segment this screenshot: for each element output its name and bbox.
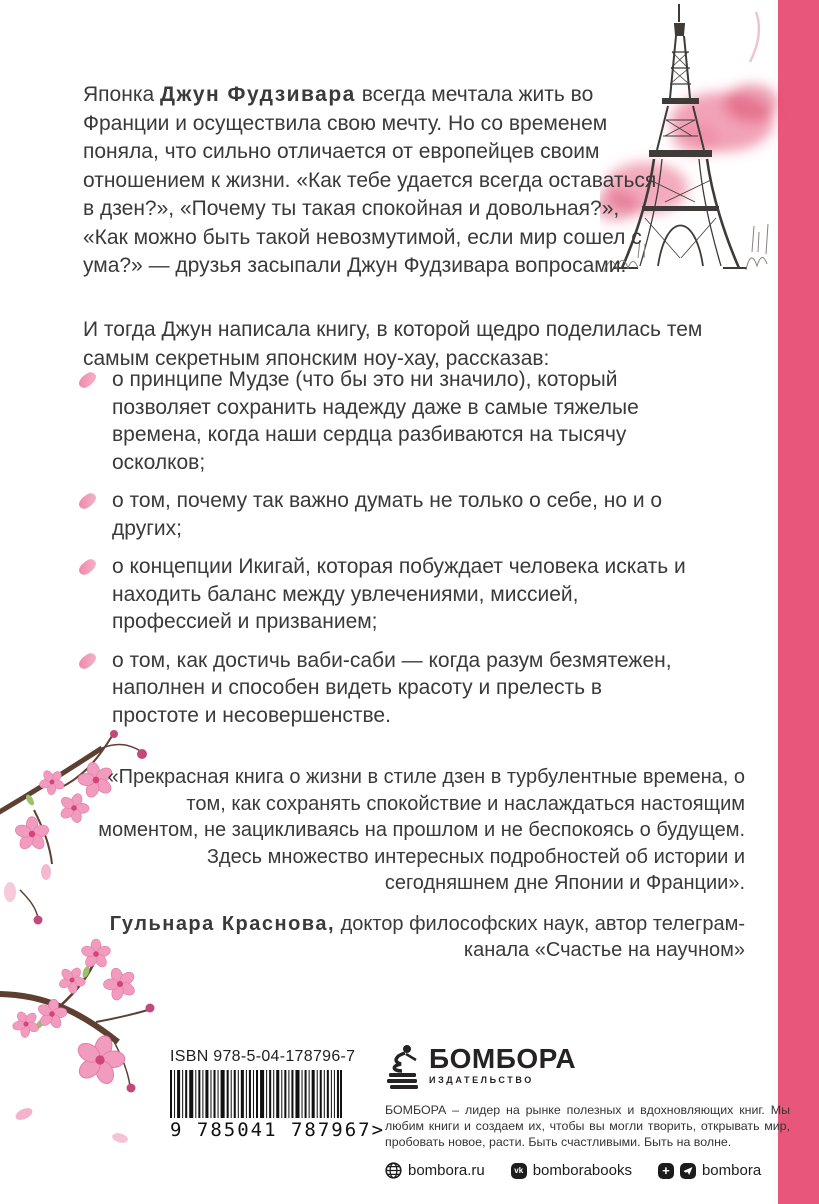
review-quote: «Прекрасная книга о жизни в стиле дзен в турбулентные времена, о том, как сохранять спокойствие и наслаждаться настоящим моментом, не зацикливаясь на прошлом и не беспокоясь о будущем. Здесь множество интересных подробностей об истории и сегодняшнем дне Японии и Франции». [98,766,745,894]
intro-text-after-name: всегда мечтала жить во Франции и осуществила свою мечту. Но со временем поняла, что сильно отличается от европейцев своим отношением к жизни. «Как тебе удается всегда оставаться в дзен?», «Почему ты такая спокойная и довольная?», «Как можно быть такой невозмутимой, если мир сошел с ума?» — друзья засыпали Джун Фудзивара вопросами. [83,83,657,277]
barcode [170,1070,342,1118]
list-item [78,366,693,476]
list-item-text: о принципе Мудзе (что бы это ни значило), который позволяет сохранить надежду даже в самые тяжелые времена, когда наши сердца разбиваются на тысячу осколков; [112,368,639,474]
publisher-name: БОМБОРА [429,1043,577,1074]
list-item [78,553,693,636]
barcode-caret: > [371,1119,386,1141]
isbn-block [170,1048,386,1141]
telegram-icon [680,1163,696,1179]
social-links-row [385,1162,790,1179]
list-item-text: о том, почему так важно думать не только о себе, но и о других; [112,489,663,540]
isbn-number: ISBN 978-5-04-178796-7 [170,1048,356,1065]
list-item-text: о том, как достичь ваби-саби — когда разум безмятежен, наполнен и способен видеть красоту и прелесть в простоте и несовершенстве. [112,648,672,727]
publisher-description: БОМБОРА – лидер на рынке полезных и вдохновляющих книг. Мы любим книги и создаем их, чтобы вы могли творить, открывать мир, пробовать новое, расти. Быть счастливыми. Быть на волне. [385,1103,790,1149]
social-label: bombora [701,1162,762,1180]
publisher-logo [385,1044,790,1092]
barcode-digits: 9 785041 787967> [170,1119,386,1141]
petal-icon [76,651,98,671]
lead-paragraph: И тогда Джун написала книгу, в которой щедро поделилась тем самым секретным японским ноу-хау, рассказав: [83,318,703,370]
bombora-logo-icon [385,1044,419,1092]
social-group-vk [511,1162,632,1179]
list-item-text: о концепции Икигай, которая побуждает человека искать и находить баланс между увлечениями, миссией, профессией и призванием; [112,555,686,633]
intro-text-before-name: Японка [83,83,160,106]
author-name: Джун Фудзивара [159,83,356,106]
list-item [78,647,693,730]
review-attribution [85,911,745,964]
social-group-messengers [658,1162,761,1179]
social-group-website [385,1162,485,1179]
publisher-tagline: ИЗДАТЕЛЬСТВО [429,1075,534,1085]
petal-icon [76,491,98,511]
intro-paragraph [83,81,668,281]
social-label: bomborabooks [532,1162,632,1180]
publisher-wordmark [429,1044,576,1085]
reviewer-name: Гульнара Краснова, [109,912,336,935]
plus-icon: + [658,1163,674,1179]
petal-icon [76,370,98,390]
review-block [85,764,745,964]
petal-icon [76,557,98,577]
highlights-list [78,366,693,740]
reviewer-title: доктор философских наук, автор телеграм-канала «Счастье на научном» [335,912,745,961]
list-item [78,487,693,542]
globe-icon [385,1162,402,1179]
social-label: bombora.ru [408,1162,485,1180]
vk-icon: vk [511,1163,527,1179]
publisher-block [385,1044,790,1179]
